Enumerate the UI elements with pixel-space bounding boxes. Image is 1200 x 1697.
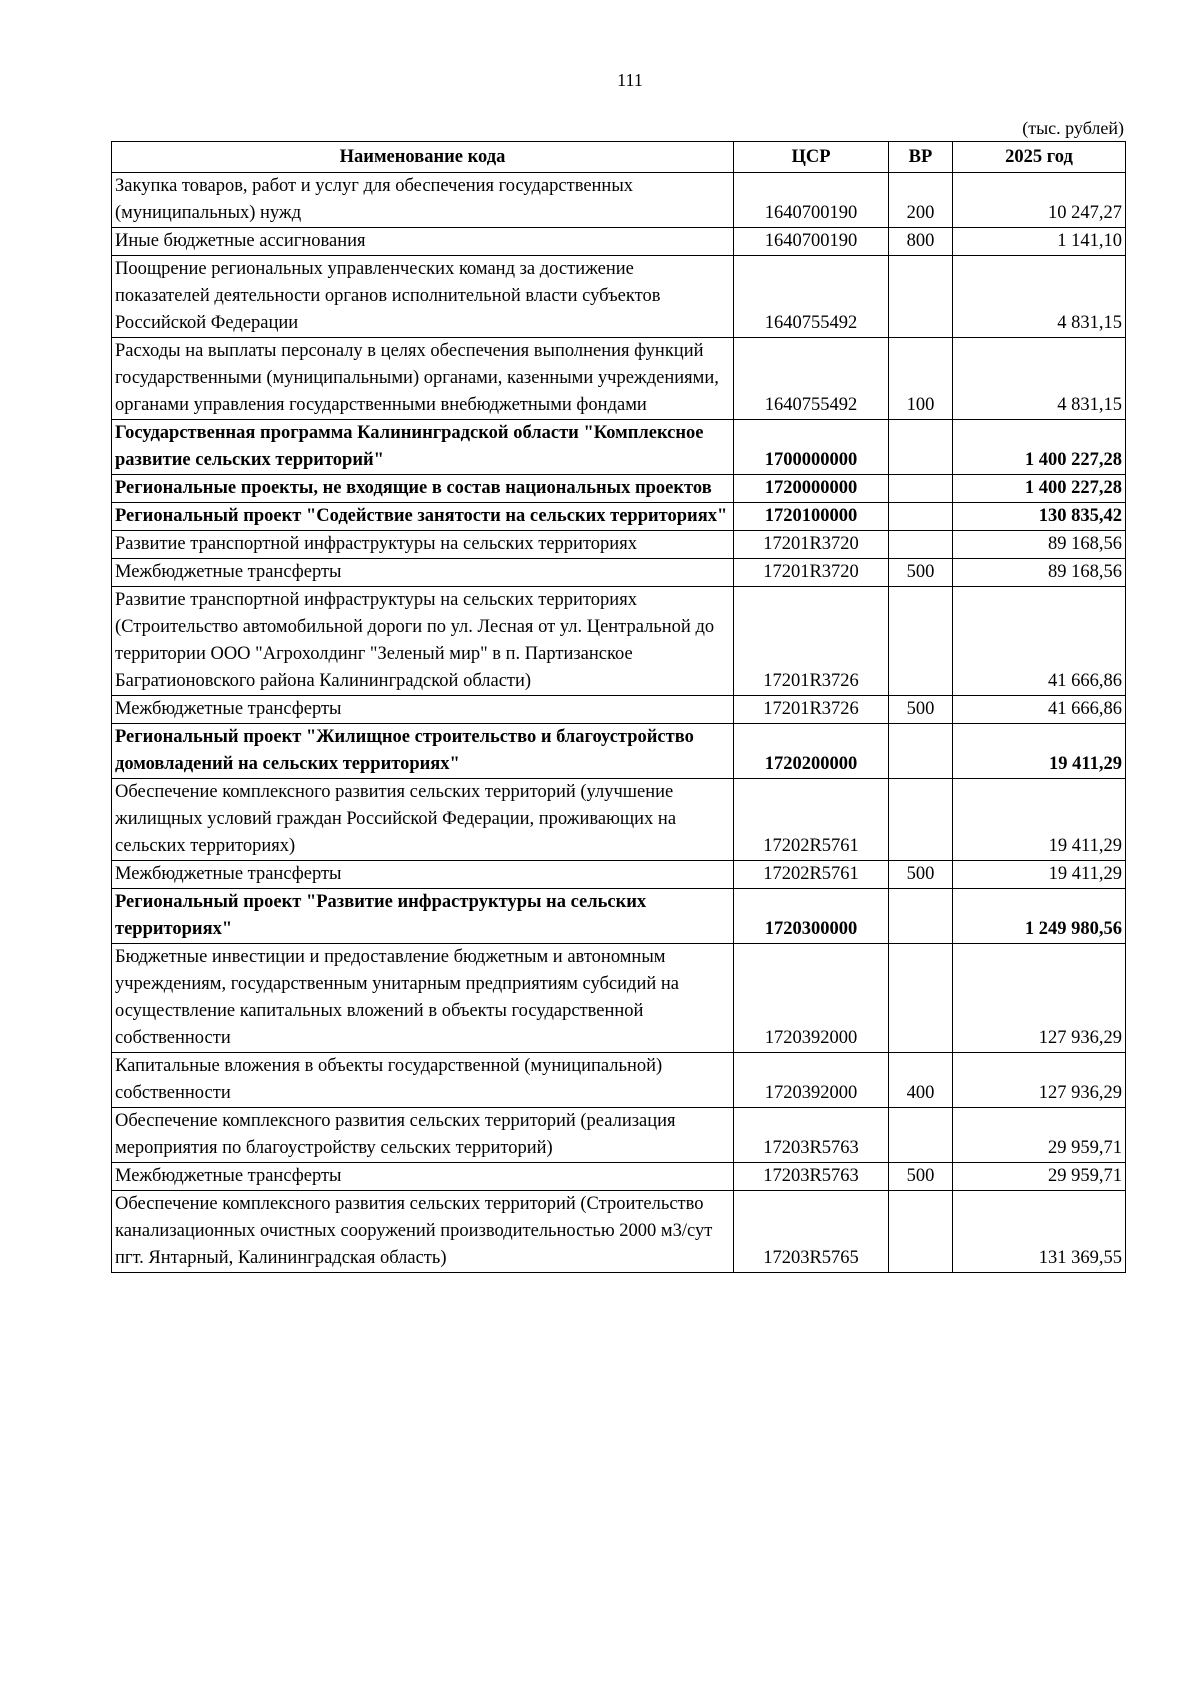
row-vr: 500 (889, 1163, 953, 1191)
page-number: 111 (617, 70, 643, 90)
table-row (112, 1191, 1126, 1273)
row-amount: 89 168,56 (953, 559, 1126, 587)
budget-table (111, 141, 1126, 1273)
row-name: Расходы на выплаты персоналу в целях обеспечения выполнения функций государственными (муниципальными) органами, казенными учреждениями, органами управления государственными внебюджетными фондами (112, 338, 734, 420)
row-amount: 130 835,42 (953, 503, 1126, 531)
row-name: Обеспечение комплексного развития сельских территорий (Строительство канализационных очистных сооружений производительностью 2000 м3/сут пгт. Янтарный, Калининградская область) (112, 1191, 734, 1273)
row-csr: 1640700190 (734, 173, 889, 228)
table-row (112, 228, 1126, 256)
row-vr: 500 (889, 559, 953, 587)
table-row (112, 531, 1126, 559)
row-name: Иные бюджетные ассигнования (112, 228, 734, 256)
table-row (112, 587, 1126, 696)
row-amount: 127 936,29 (953, 944, 1126, 1053)
row-name: Закупка товаров, работ и услуг для обеспечения государственных (муниципальных) нужд (112, 173, 734, 228)
row-amount: 4 831,15 (953, 256, 1126, 338)
row-name: Развитие транспортной инфраструктуры на сельских территориях (Строительство автомобильной дороги по ул. Лесная от ул. Центральной до территории ООО "Агрохолдинг "Зеленый мир" в п. Партизанское Багратионовского района Калининградской области) (112, 587, 734, 696)
row-name: Региональный проект "Содействие занятости на сельских территориях" (112, 503, 734, 531)
row-csr: 1640700190 (734, 228, 889, 256)
table-row (112, 889, 1126, 944)
row-csr: 1640755492 (734, 338, 889, 420)
table-row (112, 696, 1126, 724)
table-row (112, 1108, 1126, 1163)
table-row (112, 256, 1126, 338)
row-vr (889, 256, 953, 338)
row-csr: 17202R5761 (734, 779, 889, 861)
row-vr: 400 (889, 1053, 953, 1108)
row-vr (889, 779, 953, 861)
row-name: Развитие транспортной инфраструктуры на сельских территориях (112, 531, 734, 559)
row-vr: 500 (889, 696, 953, 724)
table-row (112, 559, 1126, 587)
row-amount: 127 936,29 (953, 1053, 1126, 1108)
row-amount: 1 400 227,28 (953, 420, 1126, 475)
row-csr: 1720100000 (734, 503, 889, 531)
header-year: 2025 год (953, 142, 1126, 173)
row-amount: 19 411,29 (953, 861, 1126, 889)
table-row (112, 861, 1126, 889)
row-amount: 131 369,55 (953, 1191, 1126, 1273)
table-row (112, 944, 1126, 1053)
row-vr (889, 724, 953, 779)
row-amount: 1 141,10 (953, 228, 1126, 256)
row-csr: 1720200000 (734, 724, 889, 779)
row-vr (889, 1108, 953, 1163)
row-vr (889, 587, 953, 696)
row-vr: 100 (889, 338, 953, 420)
header-name: Наименование кода (112, 142, 734, 173)
row-csr: 17201R3720 (734, 531, 889, 559)
table-row (112, 503, 1126, 531)
table-row (112, 338, 1126, 420)
row-amount: 41 666,86 (953, 696, 1126, 724)
units-label: (тыс. рублей) (1022, 118, 1124, 138)
row-amount: 1 249 980,56 (953, 889, 1126, 944)
row-csr: 17203R5763 (734, 1163, 889, 1191)
row-csr: 17201R3726 (734, 587, 889, 696)
row-vr: 500 (889, 861, 953, 889)
row-vr (889, 420, 953, 475)
header-vr: ВР (889, 142, 953, 173)
row-name: Межбюджетные трансферты (112, 696, 734, 724)
row-vr (889, 531, 953, 559)
table-row (112, 1163, 1126, 1191)
row-csr: 17201R3726 (734, 696, 889, 724)
row-amount: 89 168,56 (953, 531, 1126, 559)
row-csr: 1700000000 (734, 420, 889, 475)
row-name: Региональные проекты, не входящие в состав национальных проектов (112, 475, 734, 503)
row-amount: 1 400 227,28 (953, 475, 1126, 503)
row-name: Межбюджетные трансферты (112, 1163, 734, 1191)
table-row (112, 475, 1126, 503)
row-name: Региональный проект "Жилищное строительство и благоустройство домовладений на сельских территориях" (112, 724, 734, 779)
row-amount: 4 831,15 (953, 338, 1126, 420)
table-row (112, 779, 1126, 861)
row-csr: 17201R3720 (734, 559, 889, 587)
row-vr (889, 475, 953, 503)
row-csr: 1640755492 (734, 256, 889, 338)
table-body (112, 173, 1126, 1273)
row-name: Межбюджетные трансферты (112, 559, 734, 587)
row-name: Поощрение региональных управленческих команд за достижение показателей деятельности органов исполнительной власти субъектов Российской Федерации (112, 256, 734, 338)
table-row (112, 1053, 1126, 1108)
row-amount: 29 959,71 (953, 1108, 1126, 1163)
table-header-row (112, 142, 1126, 173)
row-vr (889, 503, 953, 531)
row-vr: 200 (889, 173, 953, 228)
row-name: Обеспечение комплексного развития сельских территорий (реализация мероприятия по благоустройству сельских территорий) (112, 1108, 734, 1163)
row-amount: 19 411,29 (953, 779, 1126, 861)
row-vr (889, 889, 953, 944)
row-vr (889, 1191, 953, 1273)
row-csr: 1720392000 (734, 944, 889, 1053)
table-row (112, 420, 1126, 475)
row-amount: 41 666,86 (953, 587, 1126, 696)
row-csr: 17202R5761 (734, 861, 889, 889)
row-amount: 10 247,27 (953, 173, 1126, 228)
table-row (112, 173, 1126, 228)
table-row (112, 724, 1126, 779)
row-name: Капитальные вложения в объекты государственной (муниципальной) собственности (112, 1053, 734, 1108)
row-amount: 19 411,29 (953, 724, 1126, 779)
row-vr (889, 944, 953, 1053)
row-csr: 1720392000 (734, 1053, 889, 1108)
row-csr: 17203R5765 (734, 1191, 889, 1273)
row-csr: 17203R5763 (734, 1108, 889, 1163)
row-name: Обеспечение комплексного развития сельских территорий (улучшение жилищных условий граждан Российской Федерации, проживающих на сельских территориях) (112, 779, 734, 861)
row-name: Межбюджетные трансферты (112, 861, 734, 889)
row-name: Региональный проект "Развитие инфраструктуры на сельских территориях" (112, 889, 734, 944)
row-vr: 800 (889, 228, 953, 256)
row-csr: 1720300000 (734, 889, 889, 944)
row-csr: 1720000000 (734, 475, 889, 503)
row-name: Бюджетные инвестиции и предоставление бюджетным и автономным учреждениям, государственным унитарным предприятиям субсидий на осуществление капитальных вложений в объекты государственной собственности (112, 944, 734, 1053)
header-csr: ЦСР (734, 142, 889, 173)
row-amount: 29 959,71 (953, 1163, 1126, 1191)
row-name: Государственная программа Калининградской области "Комплексное развитие сельских территорий" (112, 420, 734, 475)
